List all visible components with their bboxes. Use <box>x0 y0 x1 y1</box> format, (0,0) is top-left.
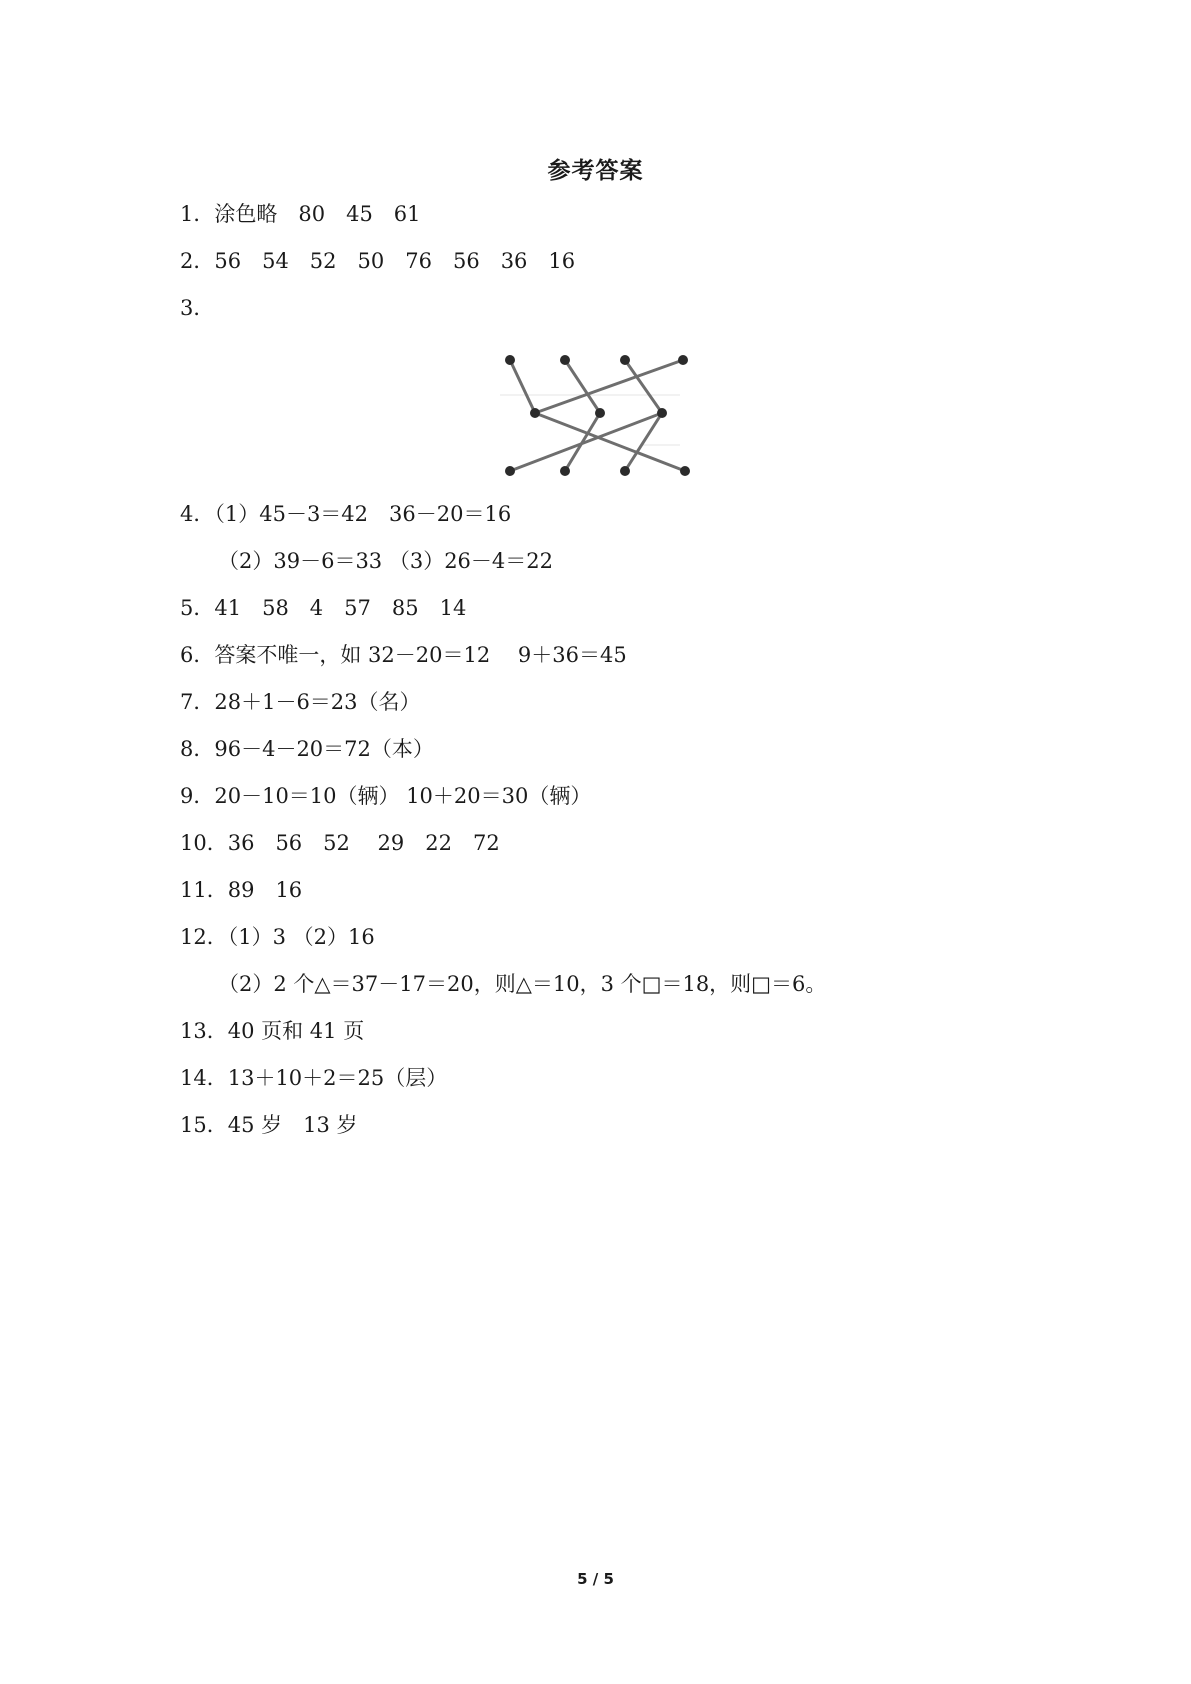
answer-1: 1．涂色略 80 45 61 <box>180 202 421 226</box>
answer-4-continued: （2）39－6＝33 （3）26－4＝22 <box>218 549 554 573</box>
connect-line <box>535 413 685 471</box>
dot <box>680 466 690 476</box>
dot <box>505 355 515 365</box>
connect-line <box>625 413 662 471</box>
answer-3: 3． <box>180 296 215 320</box>
connect-line <box>535 360 683 413</box>
dot <box>595 408 605 418</box>
answer-9: 9．20－10＝10（辆） 10＋20＝30（辆） <box>180 784 592 808</box>
answer-2: 2．56 54 52 50 76 56 36 16 <box>180 249 576 273</box>
answer-15: 15．45 岁 13 岁 <box>180 1113 358 1137</box>
dot <box>505 466 515 476</box>
dot <box>620 355 630 365</box>
connect-line <box>510 360 535 413</box>
answer-13: 13．40 页和 41 页 <box>180 1019 365 1043</box>
dot <box>678 355 688 365</box>
answer-10: 10．36 56 52 29 22 72 <box>180 831 500 855</box>
answer-11: 11．89 16 <box>180 878 303 902</box>
dot <box>620 466 630 476</box>
page-title: 参考答案 <box>547 158 644 184</box>
answer-14: 14．13＋10＋2＝25（层） <box>180 1066 448 1090</box>
answer-8: 8．96－4－20＝72（本） <box>180 737 434 761</box>
answer-5: 5．41 58 4 57 85 14 <box>180 596 467 620</box>
answer-6: 6．答案不唯一，如 32－20＝12 9＋36＝45 <box>180 643 627 667</box>
dot <box>560 466 570 476</box>
answer-7: 7．28＋1－6＝23（名） <box>180 690 421 714</box>
connect-line <box>565 360 600 413</box>
dot <box>530 408 540 418</box>
answer-12: 12．（1）3 （2）16 <box>180 925 375 949</box>
dot <box>657 408 667 418</box>
connect-line <box>510 413 662 471</box>
page-number: 5 / 5 <box>577 1570 614 1588</box>
line-matching-figure <box>490 335 700 485</box>
dot <box>560 355 570 365</box>
answer-4: 4．（1）45－3＝42 36－20＝16 <box>180 502 512 526</box>
answer-12-continued: （2）2 个△＝37－17＝20，则△＝10，3 个□＝18，则□＝6。 <box>218 972 827 996</box>
